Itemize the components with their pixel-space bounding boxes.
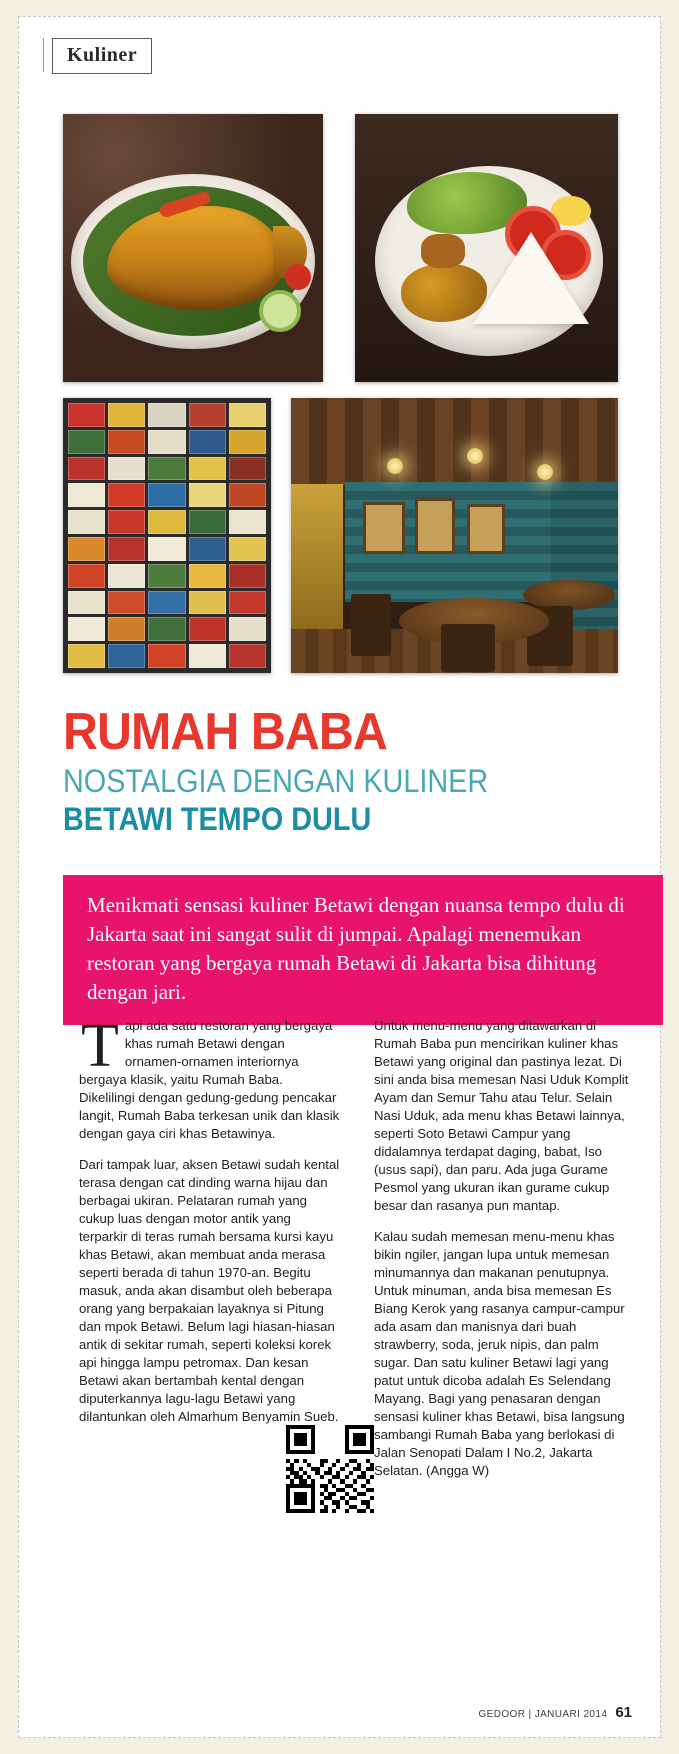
wall-label <box>108 483 145 507</box>
wall-label <box>68 510 105 534</box>
wall-label <box>229 564 266 588</box>
wall-label <box>68 403 105 427</box>
wall-label <box>108 564 145 588</box>
photo-interior-ceiling <box>291 398 618 486</box>
qr-code[interactable] <box>286 1425 374 1513</box>
wall-label <box>108 457 145 481</box>
wall-label <box>148 510 185 534</box>
wall-label <box>108 644 145 668</box>
wall-label <box>189 403 226 427</box>
article-headline-block <box>63 705 623 837</box>
wall-label <box>148 617 185 641</box>
wall-label <box>148 644 185 668</box>
wall-label <box>229 617 266 641</box>
wall-label <box>229 644 266 668</box>
wall-label <box>108 537 145 561</box>
footer-issue-label: GEDOOR | JANUARI 2014 <box>478 1709 608 1720</box>
photo-interior-pendant-lamp-1 <box>387 458 403 474</box>
photo-rice-plate <box>355 114 618 382</box>
wall-label <box>189 457 226 481</box>
wall-label <box>108 617 145 641</box>
wall-label <box>189 644 226 668</box>
article-lead-box <box>63 875 663 1025</box>
page-title: RUMAH BABA <box>63 703 387 761</box>
wall-label <box>189 510 226 534</box>
photo-interior-picture-frame-1 <box>363 502 405 554</box>
article-column-right <box>374 1017 635 1493</box>
wall-label <box>68 591 105 615</box>
photo-rice-cone <box>473 232 589 324</box>
wall-label <box>229 483 266 507</box>
wall-label <box>148 457 185 481</box>
wall-label <box>229 403 266 427</box>
wall-label <box>229 591 266 615</box>
wall-label <box>229 430 266 454</box>
photo-interior-picture-frame-3 <box>467 504 505 554</box>
photo-wall-label-grid <box>68 403 266 668</box>
photo-interior-chair-2 <box>441 624 495 672</box>
wall-label <box>108 591 145 615</box>
wall-label <box>108 430 145 454</box>
wall-label <box>189 617 226 641</box>
body-paragraph-left-1 <box>79 1012 340 1143</box>
body-paragraph-left-1-text: api ada satu restoran yang bergaya khas rumah Betawi dengan ornamen-ornamen interiornya bergaya klasik, yaitu Rumah Baba. Dikelilingi dengan gedung-gedung pencakar langit, Rumah Baba terkesan unik dan klasik dengan gaya ciri khas Betawinya. <box>79 1018 340 1141</box>
wall-label <box>68 617 105 641</box>
qr-code-modules <box>286 1425 374 1513</box>
wall-label <box>68 564 105 588</box>
headline-subtitle-line2: BETAWI TEMPO DULU <box>63 801 372 837</box>
body-paragraph-right-1: Untuk menu-menu yang ditawarkan di Rumah Baba pun mencirikan kuliner khas Betawi yang original dan pastinya lezat. Di sini anda bisa memesan Nasi Uduk Komplit Ayam dan Semur Tahu atau Telur. Selain Nasi Uduk, ada menu khas Betawi lainnya, seperti Soto Betawi Campur yang didalamnya terdapat daging, babat, Iso (usus sapi), dan paru. Ada juga Gurame Pesmol yang ukuran ikan gurame cukup besar dan rasanya pun mantap. <box>374 1018 629 1213</box>
wall-label <box>148 591 185 615</box>
wall-label <box>148 430 185 454</box>
photo-fish-cucumber <box>259 290 301 332</box>
wall-label <box>148 483 185 507</box>
photo-interior-chair-1 <box>351 594 391 656</box>
page-footer <box>479 1704 633 1721</box>
wall-label <box>189 430 226 454</box>
wall-label <box>148 403 185 427</box>
wall-label <box>229 457 266 481</box>
wall-label <box>68 537 105 561</box>
wall-label <box>189 591 226 615</box>
photo-fish-tomato <box>285 264 311 290</box>
wall-label <box>108 510 145 534</box>
wall-label <box>229 537 266 561</box>
article-column-left <box>79 1012 340 1493</box>
wall-label <box>68 483 105 507</box>
wall-label <box>68 457 105 481</box>
body-paragraph-left-2: Dari tampak luar, aksen Betawi sudah kental terasa dengan cat dinding warna hijau dan berbagai ukiran. Pelataran rumah yang cukup luas dengan motor antik yang terparkir di teras rumah bersama kursi kayu khas Betawi, akan membuat anda merasa seperti berada di tahun 1970-an. Begitu masuk, anda akan disambut oleh beberapa orang yang berpakaian layaknya si Pitung dan mpok Betawi. Belum lagi hiasan-hiasan antik di sekitar rumah, seperti koleksi korek api hingga lampu petromax. Dan kesan Betawi akan bertambah kental dengan diputerkannya lagu-lagu Betawi yang dilantunkan oleh Almarhum Benyamin Sueb. <box>79 1157 340 1424</box>
photo-rice-fried-item <box>421 234 465 268</box>
wall-label <box>229 510 266 534</box>
wall-label <box>68 644 105 668</box>
photo-vintage-label-wall <box>63 398 271 673</box>
wall-label <box>189 564 226 588</box>
wall-label <box>108 403 145 427</box>
drop-cap: T <box>81 1012 119 1080</box>
section-tag: Kuliner <box>52 38 152 74</box>
wall-label <box>148 537 185 561</box>
article-lead-text: Menikmati sensasi kuliner Betawi dengan nuansa tempo dulu di Jakarta saat ini sangat sulit di jumpai. Apalagi menemukan restoran yang bergaya rumah Betawi di Jakarta bisa dihitung dengan jari. <box>87 893 625 1004</box>
photo-interior-window <box>291 484 343 634</box>
photo-interior-picture-frame-2 <box>415 498 455 554</box>
headline-subtitle-line1: NOSTALGIA DENGAN KULINER <box>63 763 489 799</box>
wall-label <box>68 430 105 454</box>
photo-interior-pendant-lamp-2 <box>467 448 483 464</box>
article-body <box>79 1012 635 1493</box>
wall-label <box>148 564 185 588</box>
body-paragraph-right-2: Kalau sudah memesan menu-menu khas bikin ngiler, jangan lupa untuk memesan minumannya dan makanan penutupnya. Untuk minuman, anda bisa memesan Es Biang Kerok yang rasanya campur-campur ada asam dan manisnya dari buah strawberry, soda, jeruk nipis, dan palm sugar. Dan satu kuliner Betawi lagi yang patut untuk dicoba adalah Es Selendang Mayang. Bagi yang penasaran dengan sensasi kuliner khas Betawi, bisa langsung sambangi Rumah Baba yang berlokasi di Jalan Senopati Dalam I No.2, Jakarta Selatan. (Angga W) <box>374 1229 625 1478</box>
photo-fish-dish <box>63 114 323 382</box>
wall-label <box>189 483 226 507</box>
photo-interior-pendant-lamp-3 <box>537 464 553 480</box>
photo-restaurant-interior <box>291 398 618 673</box>
footer-page-number: 61 <box>615 1704 632 1721</box>
wall-label <box>189 537 226 561</box>
page-content-area <box>18 16 661 1738</box>
